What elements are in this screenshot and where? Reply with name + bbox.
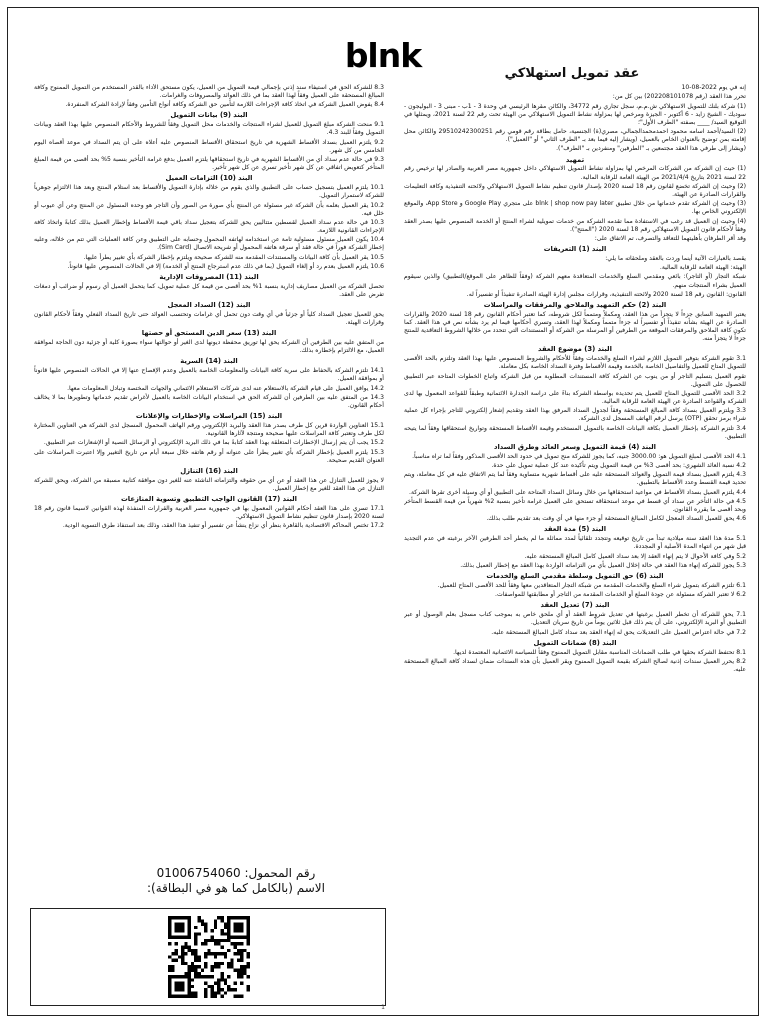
clause-paragraph: (1) شركة بلنك للتمويل الاستهلاكي ش.م.م، سجل تجاري رقم 34772، والكائن مقرها الرئيسي في وحدة 3 - 1ب - مبنى 3 - البوليجون - سوديك - الشيخ زايد - 6 أكتوبر - الجيزة ومرخص لها بمزاولة نشاط التمويل الاستهلاكي من الهيئة تحت رقم 22 لسنة 2021، ويمثلها في التوقيع السيد/ ____ بصفته "الطرف الأول"؛	[404, 102, 746, 126]
clause-paragraph: 17.1 تسري على هذا العقد أحكام القوانين المعمول بها في جمهورية مصر العربية والقرارات المنفذة لهذه القوانين لاسيما قانون رقم 18 لسنة 2020 بإصدار قانون تنظيم نشاط التمويل الاستهلاكي.	[34, 504, 384, 520]
clause-paragraph: (2) وحيث إن الشركة تخضع لقانون رقم 18 لسنة 2020 بإصدار قانون تنظيم نشاط التمويل الاستهلاكي ولائحته التنفيذية وكافة التعليمات والقرارات الصادرة عن الهيئة.	[404, 182, 746, 198]
clause-paragraph: 7.1 يحق للشركة أن تخطر العميل برغبتها في تعديل شروط العقد أو أي ملحق خاص به بموجب كتاب مسجل بعلم الوصول أو عبر التطبيق أو البريد الإلكتروني، على أن يتم ذلك قبل ثلاثين يوماً من تاريخ سريان التعديل.	[404, 611, 746, 627]
clause-paragraph: 15.1 العناوين الواردة قرين كل طرف بصدر هذا العقد والبريد الإلكتروني ورقم الهاتف المحمول المسجل لدى الشركة هي العناوين المختارة لكل طرف وتعتبر كافة المراسلات عليها صحيحة ومنتجة لآثارها القانونية.	[34, 422, 384, 438]
clause-paragraph: 8.3 للشركة الحق في استيفاء سند إذني بإجمالي قيمة التمويل من العميل، يكون مستحق الأداء بالقدر المستخدم من التمويل الممنوح وكافة المبالغ المستحقة على العميل وفقاً لهذا العقد بما في ذلك العوائد والمصروفات والغرامات.	[34, 84, 384, 100]
signature-box	[30, 908, 386, 1006]
clause-paragraph: (4) وحيث إن العميل قد رغب في الاستفادة مما تقدمه الشركة من خدمات تمويلية لشراء المنتج أو الخدمة المنصوص عليها بصدر العقد وفقاً لأحكام قانون التمويل الاستهلاكي رقم 18 لسنة 2020 ("المنتج").	[404, 217, 746, 233]
clause-heading: البند (3) موضوع العقد	[538, 345, 612, 354]
clause-paragraph: 4.6 يحق للعميل السداد المعجل لكامل المبالغ المستحقة أو جزء منها في أي وقت بعد تقديم طلب بذلك.	[486, 515, 746, 523]
clause-heading: البند (11) المصروفات الإدارية	[159, 273, 259, 282]
clause-paragraph: 10.4 يكون العميل مسئول مسئولية تامة عن استخدامه لهاتفه المحمول وحسابه على التطبيق وعن كافة العمليات التي تتم من خلاله، وعليه إخطار الشركة فوراً في حالة فقد أو سرقة هاتفه المحمول أو شريحة الاتصال (Sim Card).	[34, 236, 384, 252]
clause-paragraph: 8.1 تحتفظ الشركة بحقها في طلب الضمانات المناسبة مقابل التمويل الممنوح وفقاً للسياسة الائتمانية المعتمدة لديها.	[453, 648, 746, 656]
left-column-text	[34, 84, 384, 864]
clause-paragraph: 4.3 يلتزم العميل بسداد قيمة التمويل والعوائد المستحقة عليه على أقساط شهرية متساوية وفقاً لما يتم الاتفاق عليه في كل معاملة، ويتم تحديد قيمة القسط وعدد الأقساط بالتطبيق.	[404, 471, 746, 487]
clause-paragraph: يحق للعميل تعجيل السداد كلياً أو جزئياً في أي وقت دون تحمل أي غرامات وتحتسب العوائد حتى تاريخ السداد الفعلي وفقاً لأحكام القانون وقرارات الهيئة.	[34, 311, 384, 327]
clause-heading: البند (10) التزامات العميل	[165, 174, 253, 183]
clause-paragraph: (2) السيد/أحمد اسامه محمود احمدمحمدالجمالي، مصري(ة) الجنسية، حامل بطاقة رقم قومي رقم 29510242300251 والكائن محل إقامته بمن توضيح بالعنوان الخاص بالعميل، (ويشار إليه فيما بعد بـ "الطرف الثاني" أو "العميل").	[404, 128, 746, 144]
clause-paragraph: (ويشار إلى طرفي هذا العقد مجتمعين بـ "الطرفين" ومنفردين بـ "الطرف").	[556, 145, 746, 153]
clause-heading: البند (2) حكم التمهيد والملاحق والمرفقات والمراسلات	[483, 300, 667, 309]
clause-heading: البند (9) بيانات التمويل	[170, 111, 248, 120]
clause-paragraph: 4.5 في حالة التأخر عن سداد أي قسط في موعد استحقاقه تستحق على العميل غرامة تأخير بنسبة 2% شهرياً من قيمة القسط المتأخر وبحد أقصى ما يقرره القانون.	[404, 497, 746, 514]
clause-heading: البند (16) التنازل	[180, 466, 238, 475]
clause-paragraph: 14.3 من المتفق عليه بين الطرفين أن للشركة الحق في استخدام البيانات الخاصة بالعميل لأغراض تقديم خدماتها وتطويرها بما لا يخالف أحكام القانون.	[34, 393, 384, 410]
clause-paragraph: 10.6 يلتزم العميل بعدم رد أو إلغاء التمويل (بما في ذلك عدم استرجاع المنتج أو الخدمة) إلا في الحالات المنصوص عليها قانوناً.	[67, 263, 384, 270]
clause-paragraph: 9.3 في حالة عدم سداد أي من الأقساط الشهرية في تاريخ استحقاقها يلتزم العميل بدفع غرامة التأخير بنسبة 5% بحد أقصى من قيمة المبلغ المتأخر كتعويض اتفاقي عن كل شهر تأخير تسري عن كل شهر تأخير.	[34, 156, 384, 172]
clause-paragraph: 17.2 تختص المحاكم الاقتصادية بالقاهرة بنظر أي نزاع ينشأ عن تفسير أو تنفيذ هذا العقد، وذلك بعد استنفاذ طرق التسوية الودية.	[62, 522, 384, 530]
clause-paragraph: 5.3 يجوز للشركة إنهاء هذا العقد في حالة إخلال العميل بأي من التزاماته الواردة بهذا العقد مع إخطار العميل بذلك.	[460, 561, 746, 569]
clause-paragraph: 3.2 الحد الأقصى للتمويل المتاح للعميل يتم تحديده بواسطة الشركة بناءً على دراسة الجدارة الائتمانية وطبقاً للقواعد المعمول بها لدى الشركة والقواعد الصادرة عن الهيئة العامة للرقابة المالية.	[404, 389, 746, 405]
clause-paragraph: (1) حيث إن الشركة من الشركات المرخص لها بمزاولة نشاط التمويل الاستهلاكي داخل جمهورية مصر العربية والصادر لها ترخيص رقم 22 لسنة 2021 بتاريخ 2021/4/4 من الهيئة العامة للرقابة المالية.	[404, 165, 746, 181]
qr-code-icon	[168, 916, 250, 998]
clause-heading: البند (4) قيمة التمويل وسعر العائد وطرق السداد	[493, 442, 657, 451]
full-name-label: الاسم (بالكامل كما هو في البطاقة):	[146, 881, 325, 895]
clause-heading: البند (6) حق التمويل وسلطة مقدمي السلع والخدمات	[486, 572, 664, 581]
clause-paragraph: تقوم العميل بتسليم التاجر أو من ينوب عن الشركة كافة المستندات المطلوبة من قبل الشركة واتباع الخطوات المتاحة عبر التطبيق للحصول على التمويل.	[404, 372, 746, 388]
clause-heading: البند (13) سعر الدين المستحق أو حصتها	[141, 329, 277, 338]
right-column-text	[404, 84, 746, 980]
clause-heading: البند (5) مدة العقد	[543, 525, 607, 534]
clause-paragraph: 6.2 لا تعتبر الشركة مسئولة عن جودة السلع أو الخدمات المقدمة من التاجر أو مطابقتها للمواصفات.	[495, 591, 746, 599]
clause-paragraph: القانون: القانون رقم 18 لسنة 2020 ولائحته التنفيذية، وقرارات مجلس إدارة الهيئة الصادرة تنفيذاً أو تفسيراً له.	[466, 290, 746, 298]
clause-paragraph: إنه في يوم 2022-08-10	[681, 84, 746, 91]
clause-heading: تمهيد	[565, 155, 585, 164]
clause-heading: البند (7) تعديل العقد	[540, 601, 610, 610]
clause-paragraph: تحصل الشركة من العميل مصاريف إدارية بنسبة 1% بحد أقصى من قيمة كل عملية تمويل، كما يتحمل العميل أي رسوم أو ضرائب أو دمغات تفرض على العقد.	[34, 283, 384, 299]
clause-heading: البند (17) القانون الواجب التطبيق وتسوية المنازعات	[120, 494, 298, 503]
clause-paragraph: 9.2 يلتزم العميل بسداد الأقساط الشهرية في تاريخ استحقاق الأقساط المنصوص عليه أعلاه على أن يتم السداد في موعد أقصاه اليوم الخامس من كل شهر.	[34, 138, 384, 154]
clause-paragraph: 6.1 تلتزم الشركة بتمويل شراء السلع والخدمات المقدمة من شبكة التجار المتعاقدين معها وفقاً للحد الأقصى المتاح للعميل.	[437, 581, 746, 589]
page-number: 1	[381, 1004, 385, 1011]
clause-paragraph: (3) وحيث إن الشركة تقدم خدماتها من خلال تطبيق blnk | shop now pay later على متجري Google Play و App Store، والموقع الإلكتروني الخاص بها.	[404, 200, 746, 216]
clause-paragraph: 4.1 الحد الأقصى لمبلغ التمويل هو: 3000.00 جنيه، كما يجوز للشركة منح تمويل في حدود الحد الأقصى المذكور وفقاً لما تراه مناسباً.	[412, 452, 746, 460]
clause-paragraph: 15.3 يلتزم العميل بإخطار الشركة بأي تغيير يطرأ على عنوانه أو رقم هاتفه خلال سبعة أيام من تاريخ التغيير وإلا اعتبرت المراسلات على العنوان القديم صحيحة.	[34, 448, 384, 464]
clause-paragraph: 7.2 في حالة اعتراض العميل على التعديلات يحق له إنهاء العقد بعد سداد كامل المبالغ المستحقة عليه.	[491, 628, 746, 636]
clause-paragraph: 10.2 يقر العميل بعلمه بأن الشركة غير مسئولة عن المنتج بأي صورة من الصور وأن التاجر هو وحده المسئول عن المنتج وعن أي عيوب أو خلل فيه.	[34, 201, 384, 217]
signature-block	[88, 866, 384, 896]
clause-paragraph: وقد أقر الطرفان بأهليتهما للتعاقد والتصرف، تم الاتفاق على:	[594, 234, 746, 242]
clause-paragraph: 3.1 تقوم الشركة بتوفير التمويل اللازم لشراء السلع والخدمات وفقاً للأحكام والشروط المنصوص عليها بهذا العقد وتلتزم بالحد الأقصى للتمويل المتاح للعميل والتفاصيل الخاصة بالخدمة وقيمة الأقساط وفترة السداد الخاصة بكل معاملة.	[404, 355, 746, 371]
mobile-number: رقم المحمول: 01006754060	[156, 866, 316, 880]
clause-heading: البند (12) السداد المعجل	[167, 301, 251, 310]
clause-paragraph: 3.3 ويلتزم العميل بسداد كافة المبالغ المستحقة وفقاً لجدول السداد المرفق بهذا العقد وتقديم إشعار إلكتروني للتاجر بإجراء كل عملية شراء برمز تحقق (OTP) يرسل لرقم الهاتف المسجل لدى الشركة.	[404, 407, 746, 423]
clause-paragraph: 8.2 يحرر العميل سندات إذنية لصالح الشركة بقيمة التمويل الممنوح ويقر العميل بأن هذه السندات ضمان لسداد كافة المبالغ المستحقة عليه.	[404, 657, 746, 673]
clause-paragraph: 8.4 يفوض العميل الشركة في اتخاذ كافة الإجراءات اللازمة لتأمين حق الشركة وكافة أنواع التأمين وفقاً لإرادة الشركة المنفردة.	[65, 101, 384, 109]
brand-logo: blnk	[344, 36, 422, 75]
clause-paragraph: لا يجوز للعميل التنازل عن هذا العقد أو عن أي من حقوقه والتزاماته الناشئة عنه للغير دون موافقة كتابية مسبقة من الشركة، ويحق للشركة التنازل عن هذا العقد للغير مع إخطار العميل.	[34, 476, 384, 492]
clause-paragraph: 9.1 منحت الشركة مبلغ التمويل للعميل لشراء المنتجات والخدمات محل التمويل وفقاً للشروط والأحكام المنصوص عليها بهذا العقد وبيانات التمويل وفقاً للبند 4.3.	[34, 121, 384, 137]
clause-paragraph: 5.1 مدة هذا العقد سنة ميلادية تبدأ من تاريخ توقيعه وتتجدد تلقائياً لمدد مماثلة ما لم يخطر أحد الطرفين الآخر برغبته في عدم التجديد قبل شهر من انتهاء المدة الأصلية أو المجددة.	[404, 535, 746, 551]
clause-paragraph: 4.2 نسبة العائد الشهري: بحد أقصى 3% من قيمة التمويل ويتم تأكيده عند كل عملية تمويل على حدة.	[491, 462, 746, 469]
clause-heading: البند (1) التعريفات	[543, 245, 607, 253]
contract-page	[7, 7, 759, 1016]
clause-paragraph: 3.4 تلتزم الشركة بإخطار العميل بكافة البيانات الخاصة بالتمويل المستخدم وقيمة الأقساط المستحقة وتواريخ استحقاقها وفقاً لما يتيحه التطبيق.	[404, 424, 746, 440]
contract-title: عقد تمويل استهلاكي	[504, 66, 640, 81]
clause-paragraph: 4.4 يلتزم العميل بسداد الأقساط في مواعيد استحقاقها من خلال وسائل السداد المتاحة على التطبيق أو أي وسيلة أخرى تقرها الشركة.	[409, 488, 746, 496]
clause-paragraph: 14.1 تلتزم الشركة بالحفاظ على سرية كافة البيانات والمعلومات الخاصة بالعميل وعدم الإفصاح عنها إلا في الحالات المنصوص عليها قانوناً أو بموافقة العميل.	[34, 367, 384, 383]
clause-paragraph: 5.2 وفي كافة الأحوال لا يتم إنهاء العقد إلا بعد سداد العميل كامل المبالغ المستحقة عليه.	[524, 552, 746, 560]
clause-paragraph: شبكة التجار (أو التاجر): بائعي ومقدمي السلع والخدمات المتعاقدة معهم الشركة (وفقاً للظاهر على الموقع/التطبيق) والذين سيقوم العميل بشراء المنتجات منهم.	[404, 273, 746, 289]
clause-paragraph: 10.1 يلتزم العميل بتسجيل حساب على التطبيق والذي يقوم من خلاله بإدارة التمويل والأقساط بعد استلام المنتج وبعد هذا الالتزام جوهرياً للشركة لاستمرار التمويل.	[34, 184, 384, 200]
clause-paragraph: الهيئة: الهيئة العامة للرقابة المالية.	[659, 264, 746, 272]
clause-paragraph: تحرر هذا العقد (رقم 202208101078) بين كل من:	[612, 93, 746, 101]
clause-paragraph: يعتبر التمهيد السابق جزءاً لا يتجزأ من هذا العقد، ومكملاً ومتمماً لكل شروطه، كما تعتبر أحكام القانون رقم 18 لسنة 2020 والقرارات الصادرة عن الهيئة بشأنه تنفيذاً أو تفسيراً له جزءاً متمماً ومكملاً لهذا العقد، وتسري أحكامها فيما لم يرد بشأنه نص في هذا العقد. كما تكون كافة الملاحق والمرفقات الموقعة من الطرفين أو المرسلة من الشركة أو المستندات التي تتحدد من خلالها الشروط التعاقدية للمنتج جزءاً لا يتجزأ منه.	[404, 310, 746, 343]
clause-paragraph: 10.5 يقر العميل بأن كافة البيانات والمستندات المقدمة منه للشركة صحيحة ويلتزم بإخطار الشركة بأي تغيير يطرأ عليها.	[83, 253, 384, 261]
clause-paragraph: من المتفق عليه بين الطرفين أن الشركة يحق لها توريق محفظة ديونها لدى الغير أو حوالتها سواء بصورة كلية أو جزئية دون الحاجة لموافقة العميل، مع الالتزام بإخطاره بذلك.	[34, 339, 384, 355]
clause-paragraph: يقصد بالعبارات الآتية أينما وردت بالعقد وملحقاته ما يلي:	[605, 254, 746, 262]
clause-paragraph: 15.2 يجب أن يتم إرسال الإخطارات المتعلقة بهذا العقد كتابةً بما في ذلك البريد الإلكتروني أو الرسائل النصية أو الإشعارات عبر التطبيق.	[43, 439, 384, 447]
clause-heading: البند (14) السرية	[180, 357, 238, 366]
clause-paragraph: 14.2 يوافق العميل على قيام الشركة بالاستعلام عنه لدى شركات الاستعلام الائتماني والجهات المختصة وتبادل المعلومات معها.	[67, 384, 384, 392]
clause-heading: البند (15) المراسلات والإخطارات والإعلانات	[135, 412, 283, 421]
clause-heading: البند (8) ضمانات التمويل	[533, 638, 617, 647]
clause-paragraph: 10.3 في حالة عدم سداد العميل لقسطين متتاليين يحق للشركة بتعجيل سداد باقي قيمة الأقساط وإخطار العميل بذلك كتابةً واتخاذ كافة الإجراءات القانونية اللازمة.	[34, 218, 384, 235]
